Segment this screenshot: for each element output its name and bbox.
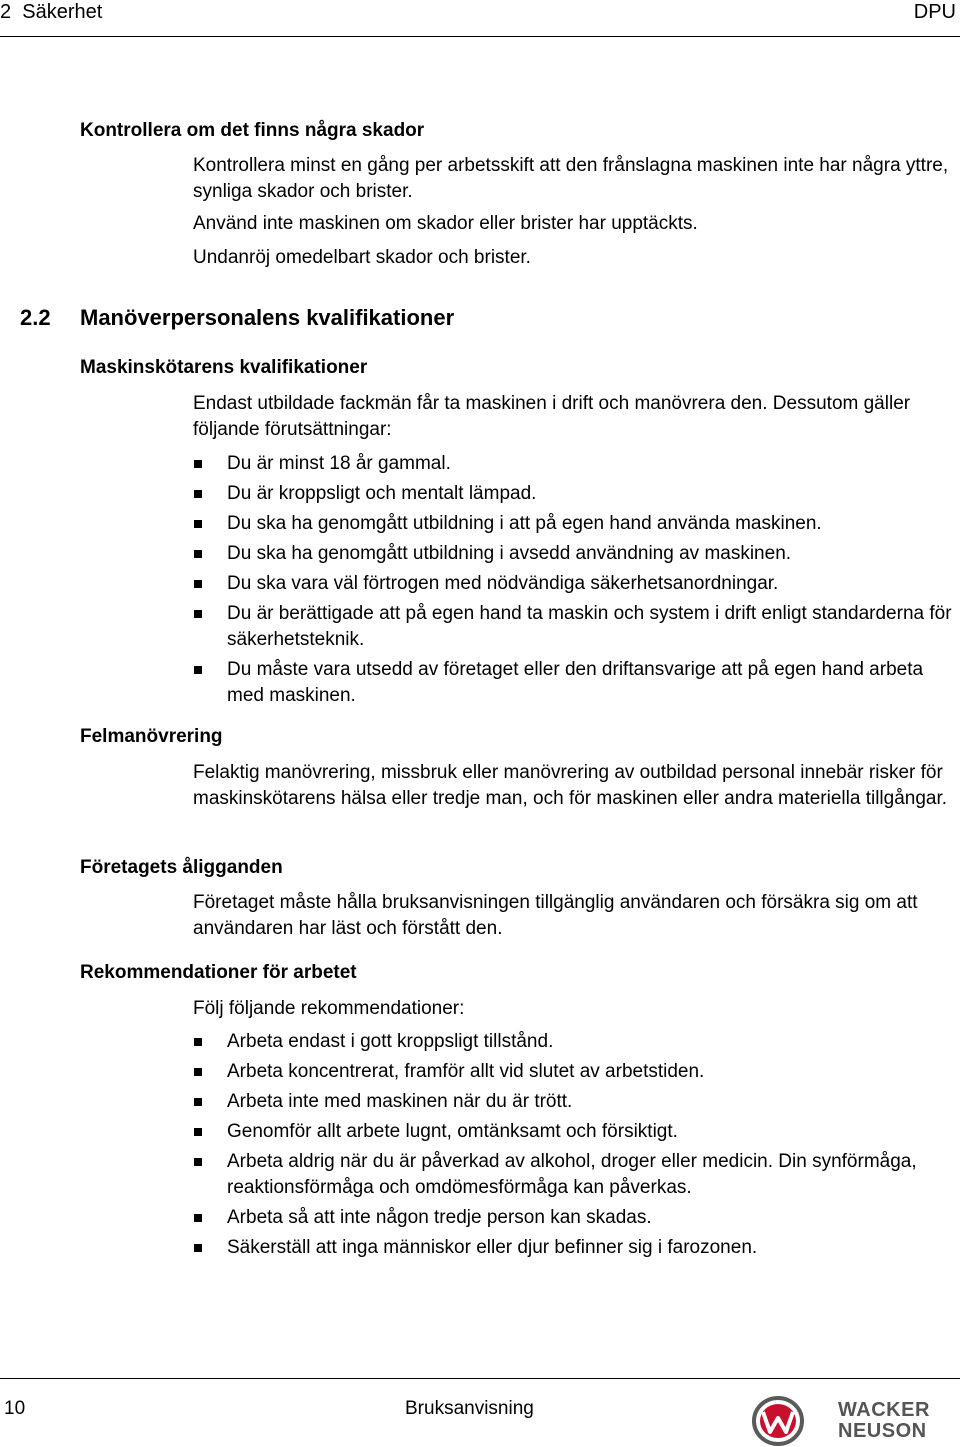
footer-divider <box>0 1378 960 1379</box>
list-item: Du ska vara väl förtrogen med nödvändiga säkerhetsanordningar. <box>193 571 958 597</box>
bullet-icon <box>194 1098 202 1106</box>
list-item: Du är minst 18 år gammal. <box>193 451 958 477</box>
bullet-icon <box>194 550 202 558</box>
damage-paragraph-2: Använd inte maskinen om skador eller brister har upptäckts. <box>193 213 698 234</box>
page-number: 10 <box>4 1398 26 1419</box>
page-footer <box>0 1378 960 1447</box>
wacker-neuson-logo <box>752 1396 957 1446</box>
chapter-title: 2 Säkerhet <box>0 1 103 23</box>
bullet-icon <box>194 1158 202 1166</box>
recommendations-heading: Rekommendationer för arbetet <box>80 962 357 983</box>
list-item: Genomför allt arbete lugnt, omtänksamt och försiktigt. <box>193 1119 958 1145</box>
product-code: DPU <box>913 1 956 23</box>
recommendations-intro: Följ följande rekommendationer: <box>193 998 465 1019</box>
company-heading: Företagets åligganden <box>80 857 283 878</box>
header-divider <box>0 36 960 37</box>
list-item: Arbeta endast i gott kroppsligt tillstånd. <box>193 1029 958 1055</box>
damage-paragraph-3: Undanröj omedelbart skador och brister. <box>193 247 531 268</box>
section-title: Manöverpersonalens kvalifikationer <box>80 305 455 330</box>
operator-intro: Endast utbildade fackmän får ta maskinen i drift och manövrera den. Dessutom gäller följande förutsättningar: <box>193 393 911 440</box>
misuse-heading: Felmanövrering <box>80 726 223 747</box>
operator-requirements-list <box>193 451 958 709</box>
bullet-icon <box>194 1244 202 1252</box>
list-item: Du är berättigade att på egen hand ta maskin och system i drift enligt standarderna för säkerhetsteknik. <box>193 601 958 653</box>
bullet-icon <box>194 460 202 468</box>
operator-heading: Maskinskötarens kvalifikationer <box>80 357 368 378</box>
bullet-icon <box>194 666 202 674</box>
page-header <box>0 0 960 36</box>
recommendations-list <box>193 1029 958 1261</box>
list-item: Säkerställ att inga människor eller djur befinner sig i farozonen. <box>193 1235 958 1261</box>
bullet-icon <box>194 520 202 528</box>
list-item: Arbeta så att inte någon tredje person kan skadas. <box>193 1205 958 1231</box>
logo-line-2: NEUSON <box>838 1420 927 1442</box>
document-title: Bruksanvisning <box>405 1398 534 1419</box>
logo-line-1: WACKER <box>838 1399 930 1421</box>
damage-heading: Kontrollera om det finns några skador <box>80 120 425 141</box>
bullet-icon <box>194 580 202 588</box>
bullet-icon <box>194 610 202 618</box>
bullet-icon <box>194 1038 202 1046</box>
bullet-icon <box>194 1214 202 1222</box>
logo-wordmark <box>838 1400 930 1442</box>
list-item: Du är kroppsligt och mentalt lämpad. <box>193 481 958 507</box>
list-item: Du måste vara utsedd av företaget eller den driftansvarige att på egen hand arbeta med maskinen. <box>193 657 958 709</box>
list-item: Arbeta aldrig när du är påverkad av alkohol, droger eller medicin. Din synförmåga, reaktionsförmåga och omdömesförmåga kan påverkas. <box>193 1149 958 1201</box>
bullet-icon <box>194 1068 202 1076</box>
bullet-icon <box>194 1128 202 1136</box>
wacker-neuson-w-logo-icon <box>752 1396 804 1446</box>
company-paragraph: Företaget måste hålla bruksanvisningen tillgänglig användaren och försäkra sig om att användaren har läst och förstått den. <box>193 892 918 939</box>
bullet-icon <box>194 490 202 498</box>
misuse-paragraph: Felaktig manövrering, missbruk eller manövrering av outbildad personal innebär risker för maskinskötarens hälsa eller tredje man, och för maskinen eller andra materiella tillgångar. <box>193 762 948 809</box>
damage-paragraph-1: Kontrollera minst en gång per arbetsskift att den frånslagna maskinen inte har några yttre, synliga skador och brister. <box>193 155 949 202</box>
list-item: Arbeta koncentrerat, framför allt vid slutet av arbetstiden. <box>193 1059 958 1085</box>
section-heading-2-2 <box>20 305 454 331</box>
list-item: Du ska ha genomgått utbildning i avsedd användning av maskinen. <box>193 541 958 567</box>
section-number: 2.2 <box>20 305 51 330</box>
list-item: Arbeta inte med maskinen när du är trött. <box>193 1089 958 1115</box>
list-item: Du ska ha genomgått utbildning i att på egen hand använda maskinen. <box>193 511 958 537</box>
